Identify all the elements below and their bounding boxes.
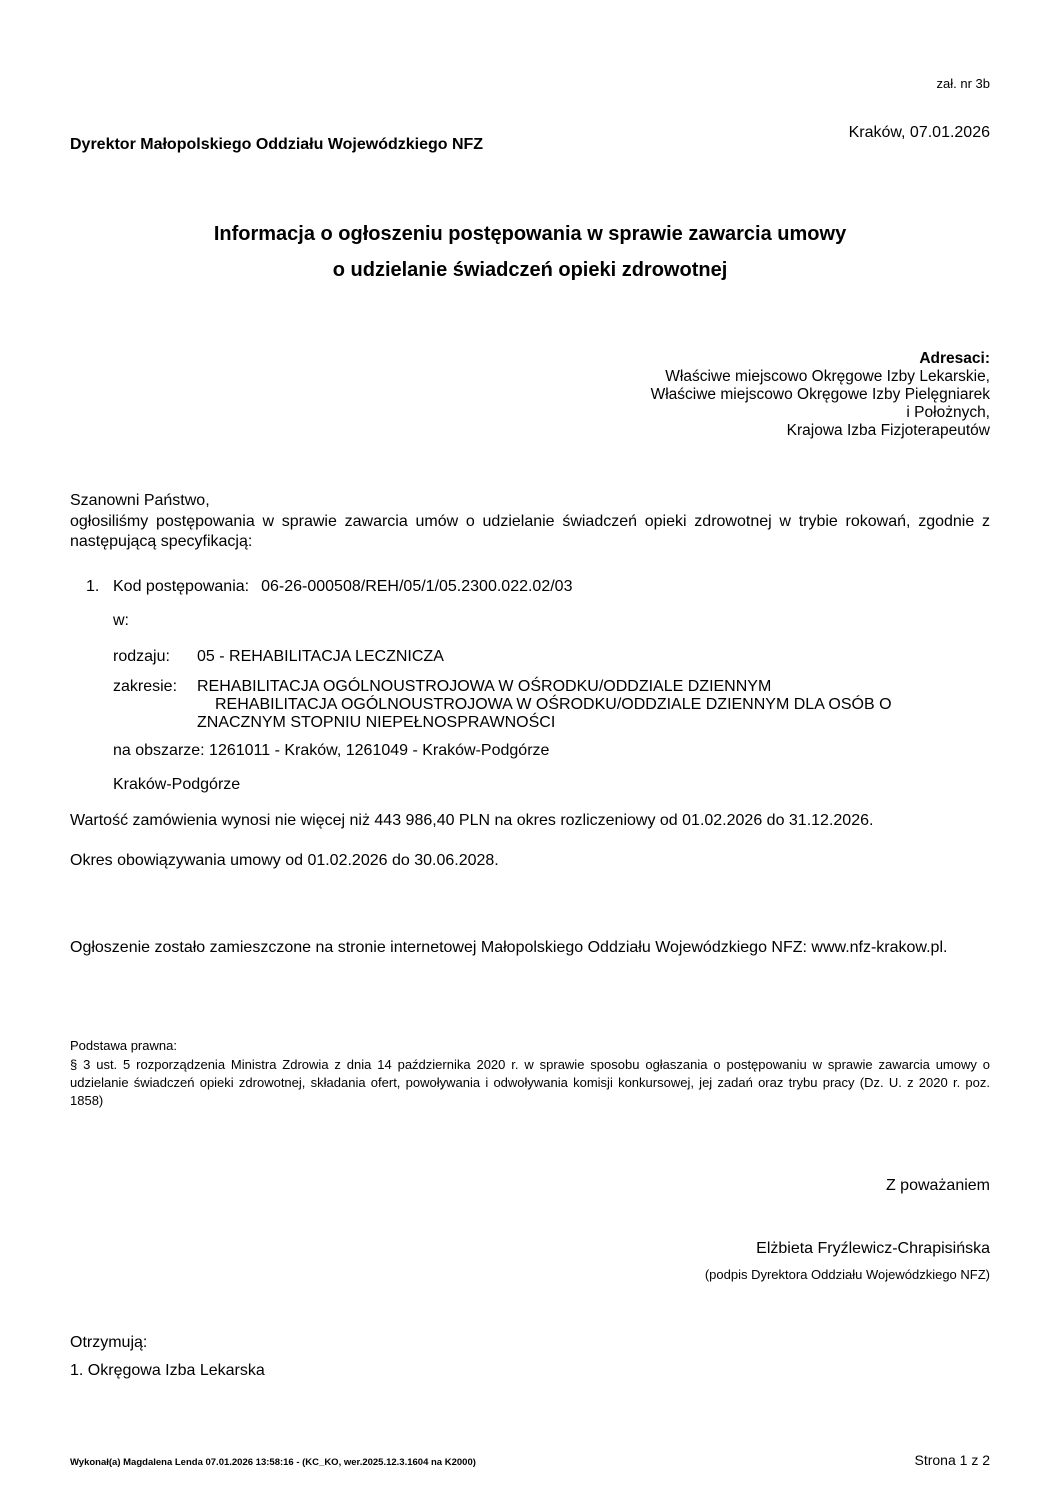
service-type-row (113, 648, 444, 666)
service-type-value: 05 - REHABILITACJA LECZNICZA (197, 648, 444, 665)
distribution-label: Otrzymują: (70, 1334, 148, 1351)
document-title-line2: o udzielanie świadczeń opieki zdrowotnej (332, 259, 728, 281)
scope-line: REHABILITACJA OGÓLNOUSTROJOWA W OŚRODKU/ODDZIALE DZIENNYM (197, 678, 772, 695)
area-line: na obszarze: 1261011 - Kraków, 1261049 - Kraków-Podgórze (113, 742, 550, 759)
legal-basis-text: § 3 ust. 5 rozporządzenia Ministra Zdrowia z dnia 14 października 2020 r. w sprawie sposobu ogłaszania o postępowaniu w sprawie zawarcia umowy o udzielanie świadczeń opieki zdrowotnej, składania ofert, powoływania i odwoływania komisji konkursowej, jej zadań oraz trybu pracy (Dz. U. z 2020 r. poz. 1858) (70, 1057, 990, 1108)
scope-line: ZNACZNYM STOPNIU NIEPEŁNOSPRAWNOŚCI (197, 714, 556, 731)
signer-name: Elżbieta Fryźlewicz-Chrapisińska (756, 1240, 990, 1257)
recipient-line: i Położnych, (906, 404, 990, 421)
place-and-date: Kraków, 07.01.2026 (848, 124, 990, 141)
proceeding-code-label: Kod postępowania: (113, 578, 250, 595)
distribution-item: 1. Okręgowa Izba Lekarska (70, 1362, 265, 1379)
in-label: w: (113, 612, 129, 629)
recipient-line: Krajowa Izba Fizjoterapeutów (786, 422, 990, 439)
order-value-sentence: Wartość zamówienia wynosi nie więcej niż 443 986,40 PLN na okres rozliczeniowy od 01.02.2026 do 31.12.2026. (70, 812, 874, 829)
salutation: Szanowni Państwo, (70, 492, 210, 509)
list-number: 1. (86, 578, 100, 595)
document-title (0, 216, 1060, 288)
service-type-label: rodzaju: (113, 648, 170, 665)
intro-paragraph: ogłosiliśmy postępowania w sprawie zawarcia umów o udzielanie świadczeń opieki zdrowotnej w trybie rokowań, zgodnie z następującą specyfikacją: (70, 513, 990, 550)
proceeding-code-row (86, 578, 572, 596)
contract-duration-sentence: Okres obowiązywania umowy od 01.02.2026 do 30.06.2028. (70, 852, 499, 869)
legal-basis-label: Podstawa prawna: (70, 1038, 177, 1053)
recipient-line: Właściwe miejscowo Okręgowe Izby Lekarskie, (665, 368, 990, 385)
service-scope-label: zakresie: (113, 678, 178, 695)
recipient-line: Właściwe miejscowo Okręgowe Izby Pielęgniarek (650, 386, 990, 403)
document-title-line1: Informacja o ogłoszeniu postępowania w sprawie zawarcia umowy (213, 223, 847, 245)
scope-line: REHABILITACJA OGÓLNOUSTROJOWA W OŚRODKU/ODDZIALE DZIENNYM DLA OSÓB O (215, 696, 892, 713)
page-number: Strona 1 z 2 (914, 1452, 990, 1468)
attachment-reference: zał. nr 3b (936, 76, 990, 91)
recipients-label: Adresaci: (919, 350, 990, 367)
area-extra-line: Kraków-Podgórze (113, 776, 241, 793)
service-scope-values (197, 678, 892, 732)
publication-paragraph: Ogłoszenie zostało zamieszczone na stronie internetowej Małopolskiego Oddziału Wojewódzkiego NFZ: www.nfz-krakow.pl. (70, 939, 948, 956)
footer-executed-by: Wykonał(a) Magdalena Lenda 07.01.2026 13:58:16 - (KC_KO, wer.2025.12.3.1604 na K2000) (70, 1457, 476, 1468)
signer-role: (podpis Dyrektora Oddziału Wojewódzkiego NFZ) (704, 1267, 990, 1282)
closing-phrase: Z poważaniem (885, 1177, 990, 1194)
proceeding-code-value: 06-26-000508/REH/05/1/05.2300.022.02/03 (261, 578, 573, 595)
service-scope-row (113, 678, 993, 732)
recipients-block (651, 350, 990, 440)
addressee-header: Dyrektor Małopolskiego Oddziału Wojewódzkiego NFZ (70, 136, 484, 153)
